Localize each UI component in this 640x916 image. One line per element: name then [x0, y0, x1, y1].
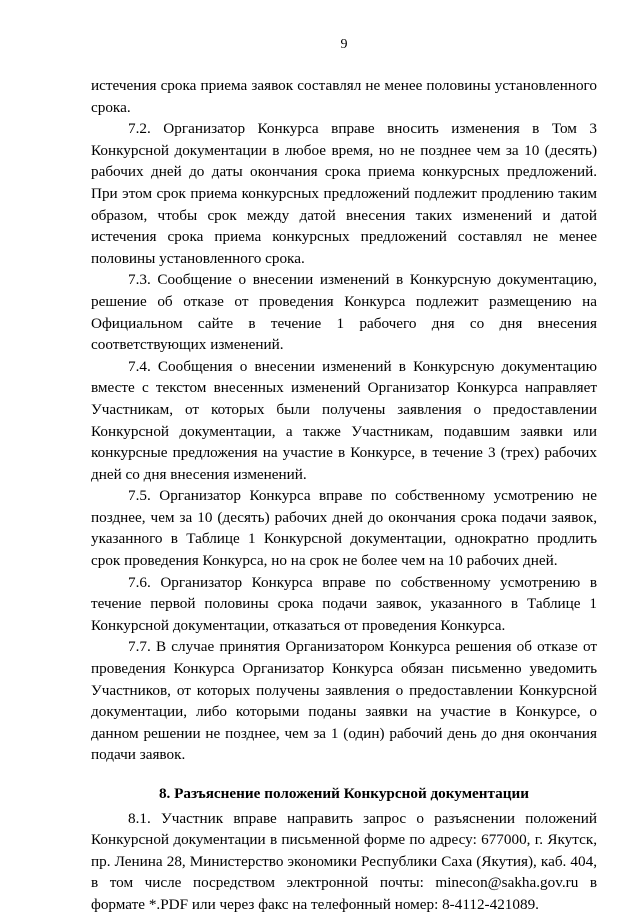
section-heading: 8. Разъяснение положений Конкурсной документации	[158, 785, 530, 802]
paragraph-7-6: 7.6. Организатор Конкурса вправе по собственному усмотрению в течение первой половины срока подачи заявок, указанного в Таблице 1 Конкурсной документации, отказаться от проведения Конкурса.	[91, 573, 597, 634]
page-number: 9	[340, 37, 348, 52]
paragraph-8-1: 8.1. Участник вправе направить запрос о разъяснении положений Конкурсной документации в письменной форме по адресу: 677000, г. Якутск, пр. Ленина 28, Министерство экономики Республики Саха (Якутия), каб. 404, в том числе посредством электронной почты: minecon@sakha.gov.ru в формате *.PDF или через факс на телефонный номер: 8-4112-421089.	[91, 809, 597, 913]
paragraph-7-7: 7.7. В случае принятия Организатором Конкурса решения об отказе от проведения Конкурса Организатор Конкурса обязан письменно уведомить Участников, от которых получены заявления о предоставлении Конкурсной документации, либо которыми поданы заявки на участие в Конкурсе, о данном решении не позднее, чем за 1 (один) рабочий день до дня окончания подачи заявок.	[91, 638, 597, 764]
paragraph-continuation: истечения срока приема заявок составлял не менее половины установленного срока.	[91, 77, 597, 116]
paragraph-7-2: 7.2. Организатор Конкурса вправе вносить изменения в Том 3 Конкурсной документации в любое время, но не позднее чем за 10 (десять) рабочих дней до даты окончания срока приема конкурсных предложений. При этом срок приема конкурсных предложений подлежит продлению таким образом, чтобы срок между датой внесения таких изменений и датой истечения срока приема конкурсных предложений составлял не менее половины установленного срока.	[91, 120, 597, 267]
paragraph-7-3: 7.3. Сообщение о внесении изменений в Конкурсную документацию, решение об отказе от проведения Конкурса подлежит размещению на Официальном сайте в течение 1 рабочего дня со дня внесения соответствующих изменений.	[91, 271, 597, 354]
paragraph-7-5: 7.5. Организатор Конкурса вправе по собственному усмотрению не позднее, чем за 10 (десять) рабочих дней до окончания срока подачи заявок, указанного в Таблице 1 Конкурсной документации, однократно продлить срок проведения Конкурса, но на срок не более чем на 10 рабочих дней.	[91, 487, 597, 570]
paragraph-7-4: 7.4. Сообщения о внесении изменений в Конкурсную документацию вместе с текстом внесенных изменений Организатор Конкурса направляет Участникам, от которых были получены заявления о предоставлении Конкурсной документации, а также Участникам, подавшим заявки или конкурсные предложения на участие в Конкурсе, в течение 3 (трех) рабочих дней со дня внесения изменений.	[91, 357, 597, 483]
document-page	[91, 36, 597, 916]
